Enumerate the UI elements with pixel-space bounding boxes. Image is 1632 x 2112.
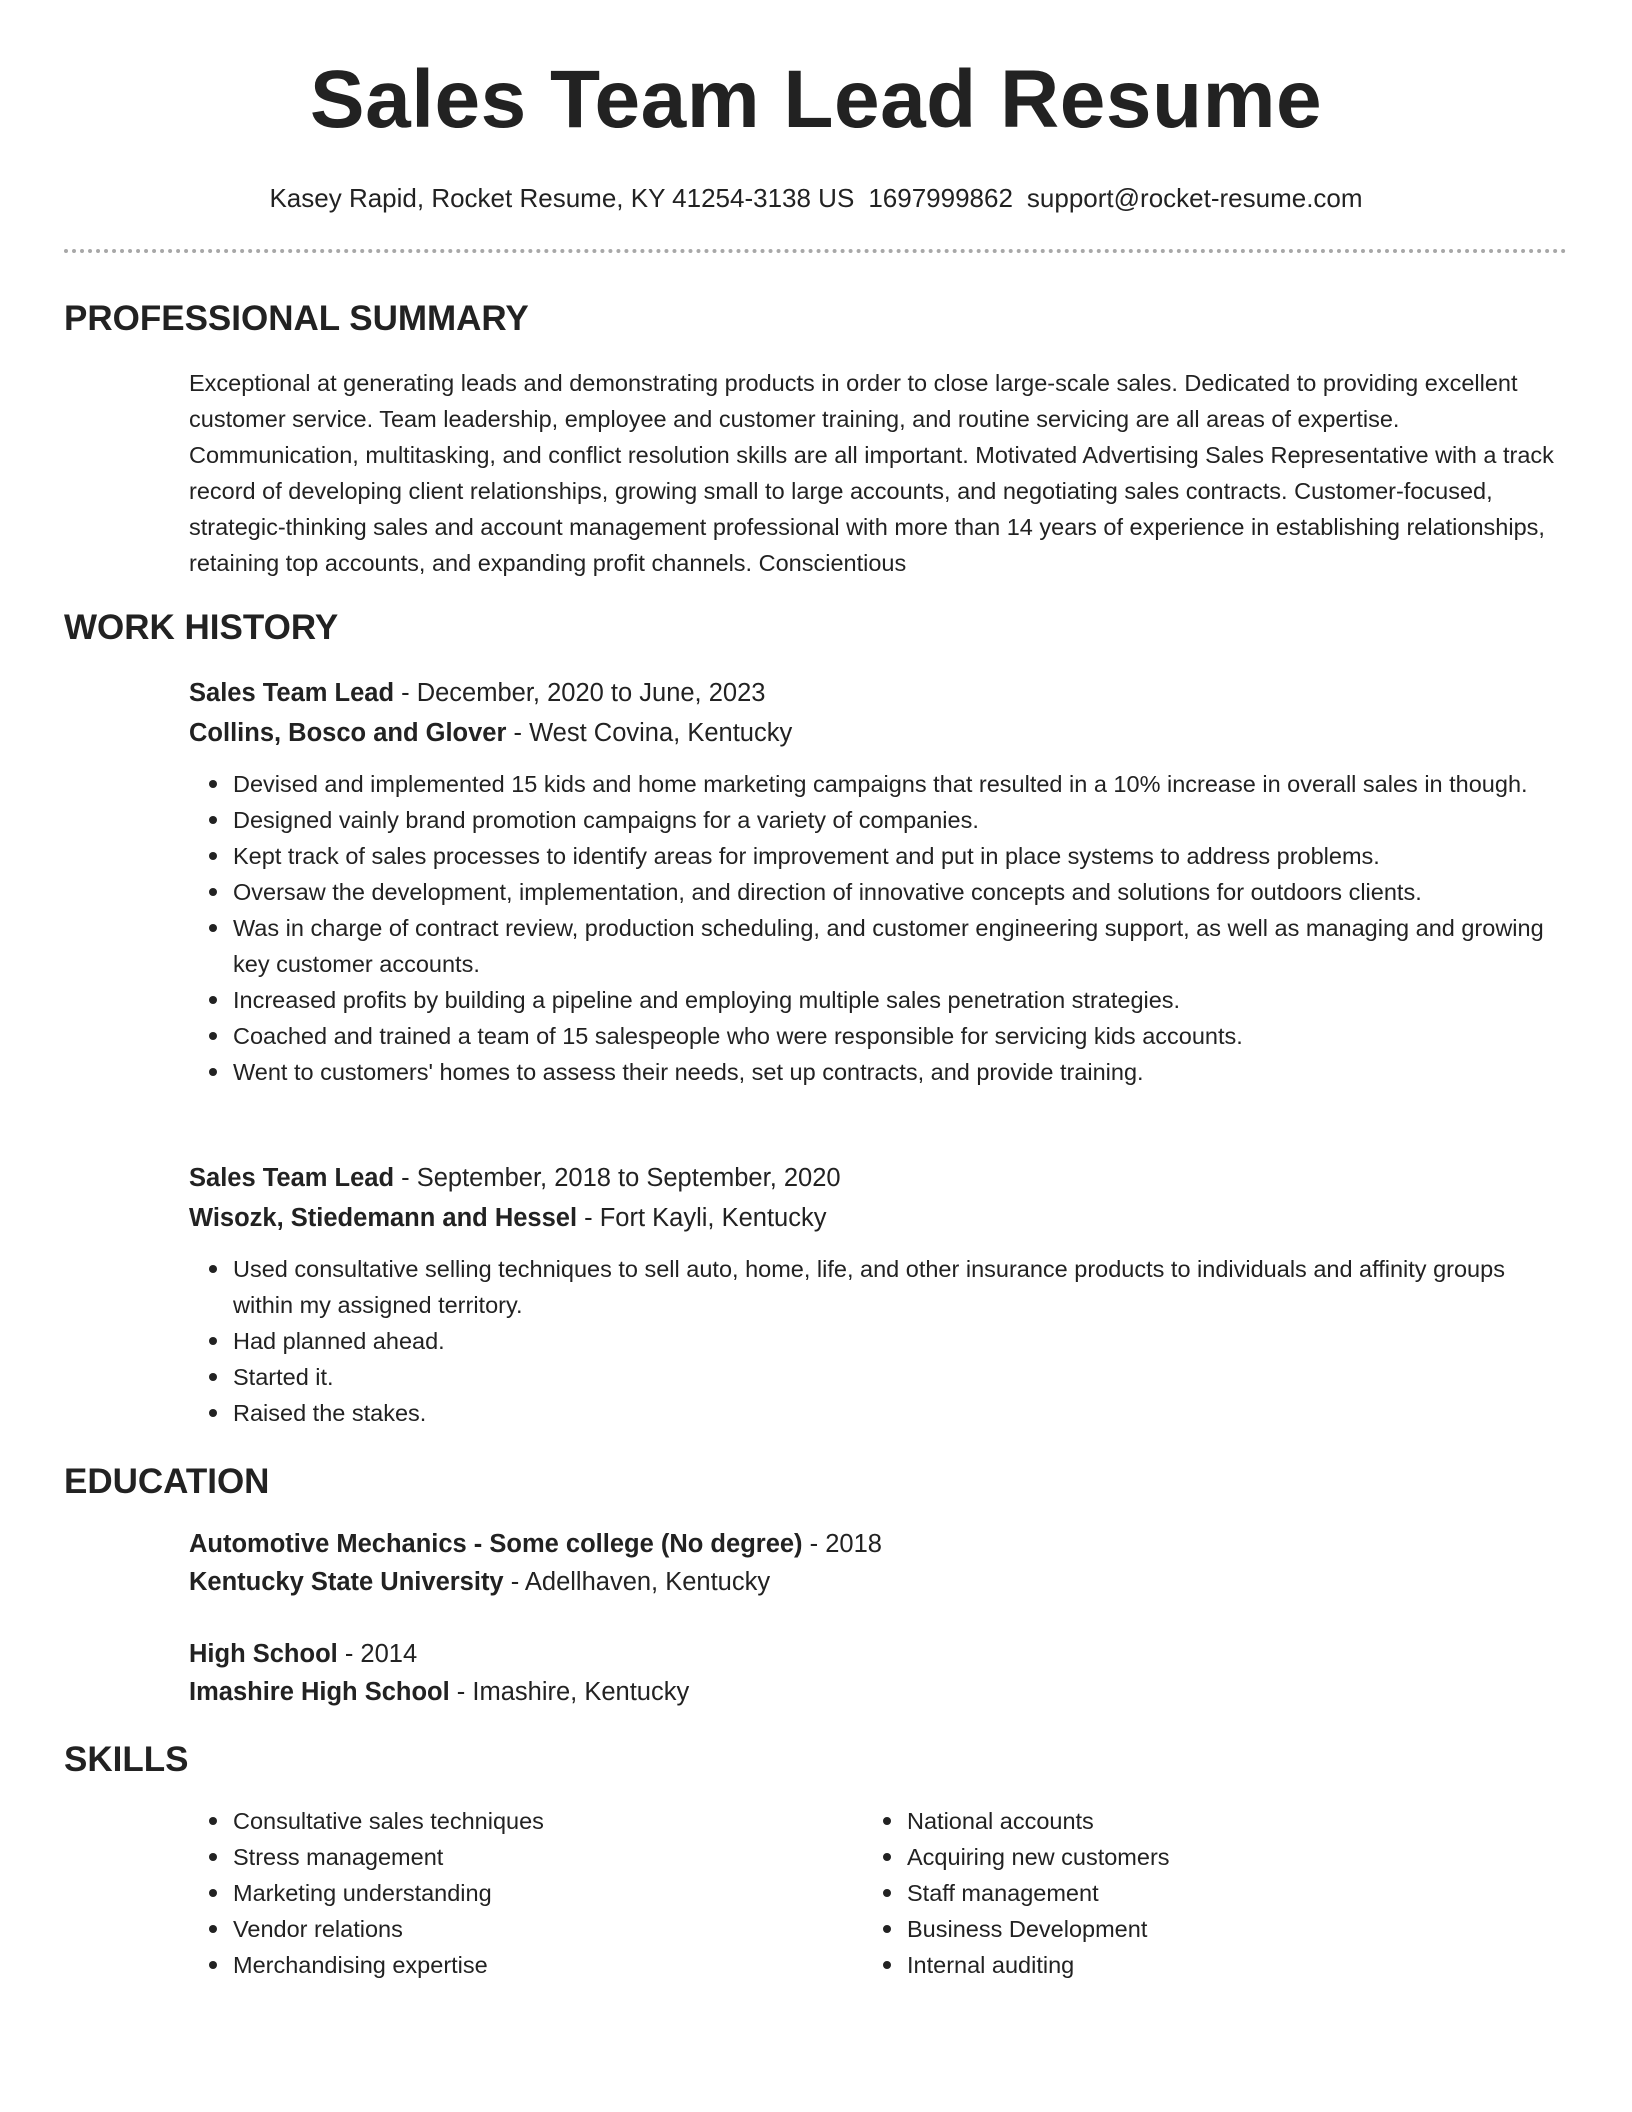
list-item: Kept track of sales processes to identify areas for improvement and put in place systems to address problems.	[233, 838, 1559, 874]
list-item: Raised the stakes.	[233, 1395, 1559, 1431]
education-year: - 2018	[802, 1530, 882, 1558]
education-degree-line	[189, 1524, 1559, 1564]
list-item: Started it.	[233, 1359, 1559, 1395]
job-dates: - September, 2018 to September, 2020	[394, 1164, 841, 1192]
resume-title: Sales Team Lead Resume	[309, 54, 1323, 145]
job-dates: - December, 2020 to June, 2023	[394, 679, 766, 707]
list-item: Had planned ahead.	[233, 1323, 1559, 1359]
job-bullets	[189, 1251, 1559, 1431]
job-title: Sales Team Lead	[189, 1164, 395, 1192]
education-location: - Adellhaven, Kentucky	[503, 1568, 771, 1596]
skill-item: Merchandising expertise	[233, 1947, 829, 1983]
education-heading: EDUCATION	[64, 1462, 270, 1501]
header-divider	[64, 249, 1567, 253]
education-location: - Imashire, Kentucky	[449, 1678, 690, 1706]
skill-item: Staff management	[907, 1875, 1503, 1911]
list-item: Was in charge of contract review, production scheduling, and customer engineering support, as well as managing and growing key customer accounts.	[233, 910, 1559, 982]
list-item: Devised and implemented 15 kids and home marketing campaigns that resulted in a 10% increase in overall sales in though.	[233, 766, 1559, 802]
contact-email: support@rocket-resume.com	[1026, 183, 1363, 213]
job-title: Sales Team Lead	[189, 679, 395, 707]
job-company-line	[189, 1198, 1559, 1238]
list-item: Designed vainly brand promotion campaigns for a variety of companies.	[233, 802, 1559, 838]
education-school: Kentucky State University	[189, 1568, 504, 1596]
job-location: - Fort Kayli, Kentucky	[577, 1204, 827, 1232]
skills-heading: SKILLS	[64, 1740, 189, 1779]
education-degree-line	[189, 1634, 1559, 1674]
job-title-line	[189, 673, 1559, 713]
contact-line	[0, 178, 1632, 218]
skill-item: Marketing understanding	[233, 1875, 829, 1911]
skills-list-right	[863, 1803, 1503, 1983]
skills-list-left	[189, 1803, 829, 1983]
summary-text: Exceptional at generating leads and demonstrating products in order to close large-scale sales. Dedicated to providing excellent customer service. Team leadership, employee and customer training, and routine servicing are all areas of expertise. Communication, multitasking, and conflict resolution skills are all important. Motivated Advertising Sales Representative with a track record of developing client relationships, growing small to large accounts, and negotiating sales contracts. Customer-focused, strategic-thinking sales and account management professional with more than 14 years of experience in establishing relationships, retaining top accounts, and expanding profit channels. Conscientious	[189, 370, 1554, 576]
skill-item: Business Development	[907, 1911, 1503, 1947]
job-title-line	[189, 1158, 1559, 1198]
job-company: Collins, Bosco and Glover	[189, 719, 507, 747]
contact-address: Kasey Rapid, Rocket Resume, KY 41254-3138 US	[269, 183, 855, 213]
list-item: Oversaw the development, implementation, and direction of innovative concepts and solutions for outdoors clients.	[233, 874, 1559, 910]
job-location: - West Covina, Kentucky	[506, 719, 793, 747]
education-degree: Automotive Mechanics - Some college (No degree)	[189, 1530, 803, 1558]
list-item: Used consultative selling techniques to sell auto, home, life, and other insurance products to individuals and affinity groups within my assigned territory.	[233, 1251, 1559, 1323]
skill-item: Stress management	[233, 1839, 829, 1875]
education-school-line	[189, 1672, 1559, 1712]
skill-item: Consultative sales techniques	[233, 1803, 829, 1839]
job-company-line	[189, 713, 1559, 753]
list-item: Coached and trained a team of 15 salespeople who were responsible for servicing kids accounts.	[233, 1018, 1559, 1054]
skill-item: Vendor relations	[233, 1911, 829, 1947]
skill-item: Internal auditing	[907, 1947, 1503, 1983]
contact-phone: 1697999862	[868, 183, 1013, 213]
list-item: Increased profits by building a pipeline and employing multiple sales penetration strategies.	[233, 982, 1559, 1018]
skill-item: National accounts	[907, 1803, 1503, 1839]
education-school-line	[189, 1562, 1559, 1602]
education-year: - 2014	[337, 1640, 418, 1668]
education-school: Imashire High School	[189, 1678, 450, 1706]
job-company: Wisozk, Stiedemann and Hessel	[189, 1204, 578, 1232]
summary-heading: PROFESSIONAL SUMMARY	[64, 299, 529, 338]
education-degree: High School	[189, 1640, 338, 1668]
work-history-heading: WORK HISTORY	[64, 608, 339, 647]
job-bullets	[189, 766, 1559, 1090]
list-item: Went to customers' homes to assess their needs, set up contracts, and provide training.	[233, 1054, 1559, 1090]
skill-item: Acquiring new customers	[907, 1839, 1503, 1875]
